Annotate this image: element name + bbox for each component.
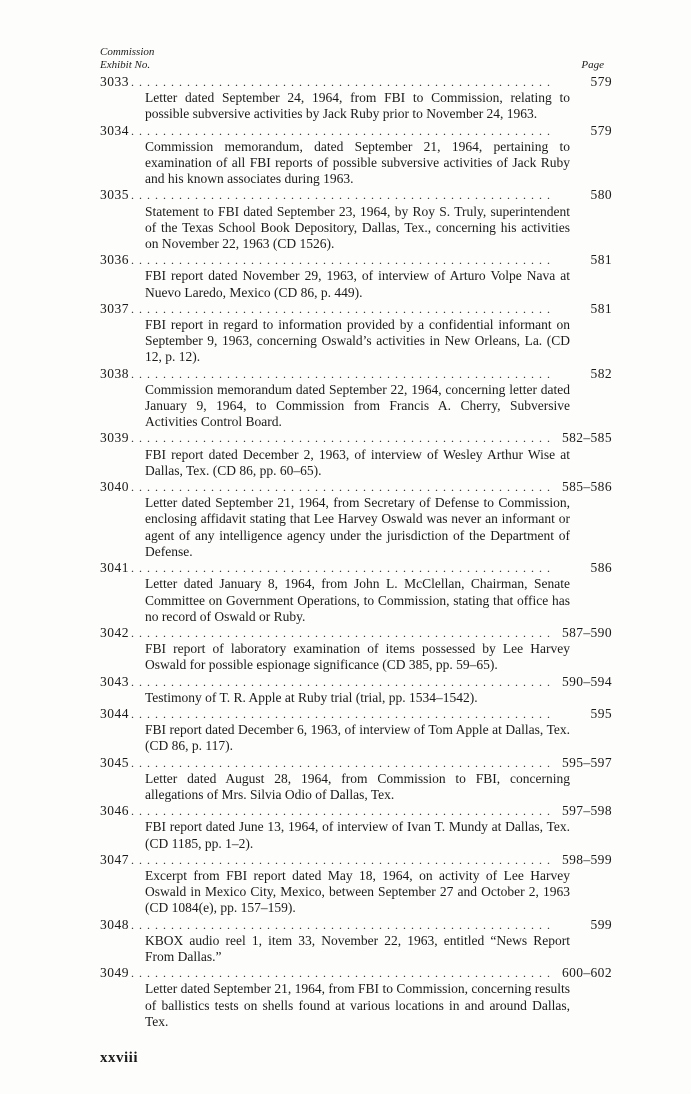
entry-description: Letter dated August 28, 1964, from Commission to FBI, concerning allegations of Mrs. Silvia Odio of Dallas, Tex. xyxy=(145,770,570,802)
exhibit-number-line xyxy=(100,674,612,690)
page-ref: 579 xyxy=(590,122,612,138)
toc-entry xyxy=(100,301,612,366)
exhibit-number-line xyxy=(100,917,612,933)
entry-description: FBI report of laboratory examination of items possessed by Lee Harvey Oswald for possible espionage significance (CD 385, pp. 59–65). xyxy=(145,641,570,673)
page-ref: 582–585 xyxy=(561,430,612,446)
toc-entry xyxy=(100,74,612,123)
exhibit-number: 3046 xyxy=(100,803,129,819)
toc-header xyxy=(100,46,612,71)
page-ref: 597–598 xyxy=(561,803,612,819)
exhibit-number-line xyxy=(100,366,612,382)
page-ref: 581 xyxy=(590,300,612,316)
entry-description: FBI report dated December 6, 1963, of interview of Tom Apple at Dallas, Tex. (CD 86, p. 117). xyxy=(145,722,570,754)
exhibit-number: 3042 xyxy=(100,624,129,640)
entry-description: FBI report dated June 13, 1964, of interview of Ivan T. Mundy at Dallas, Tex. (CD 1185, pp. 1–2). xyxy=(145,819,570,851)
exhibit-number: 3036 xyxy=(100,252,129,268)
dot-leader xyxy=(131,252,552,268)
exhibit-number-line xyxy=(100,706,612,722)
entry-description: KBOX audio reel 1, item 33, November 22, 1963, entitled “News Report From Dallas.” xyxy=(145,932,570,964)
page-ref: 585–586 xyxy=(561,479,612,495)
exhibit-number-line xyxy=(100,301,612,317)
exhibit-number-line xyxy=(100,187,612,203)
exhibit-number-line xyxy=(100,755,612,771)
exhibit-number-line xyxy=(100,560,612,576)
exhibit-number-line xyxy=(100,74,612,90)
page-ref: 580 xyxy=(590,187,612,203)
page-number-footer: xxviii xyxy=(100,1049,139,1066)
toc-entry xyxy=(100,366,612,431)
exhibit-number: 3039 xyxy=(100,430,129,446)
column-header-exhibit xyxy=(100,46,154,71)
page-ref: 587–590 xyxy=(561,624,612,640)
exhibit-number: 3048 xyxy=(100,916,129,932)
page-ref: 579 xyxy=(590,74,612,89)
exhibit-number-line xyxy=(100,479,612,495)
exhibit-number: 3047 xyxy=(100,851,129,867)
page-ref: 582 xyxy=(590,365,612,381)
page-ref: 598–599 xyxy=(561,851,612,867)
exhibit-number: 3043 xyxy=(100,673,129,689)
dot-leader xyxy=(131,123,552,139)
toc-entry xyxy=(100,479,612,560)
entry-description: FBI report dated December 2, 1963, of interview of Wesley Arthur Wise at Dallas, Tex. (CD 86, pp. 60–65). xyxy=(145,446,570,478)
page-ref: 590–594 xyxy=(561,673,612,689)
exhibit-number-line xyxy=(100,625,612,641)
exhibit-number: 3034 xyxy=(100,122,129,138)
toc-entry xyxy=(100,187,612,252)
entry-description: Testimony of T. R. Apple at Ruby trial (trial, pp. 1534–1542). xyxy=(145,689,478,705)
entry-description: Letter dated September 24, 1964, from FBI to Commission, relating to possible subversive activities by Jack Ruby prior to November 24, 1963. xyxy=(145,90,570,122)
entry-description: Letter dated September 21, 1964, from Secretary of Defense to Commission, enclosing affidavit stating that Lee Harvey Oswald was never an informant or agent of any intelligence agency under the jurisdiction of the Department of Defense. xyxy=(145,495,570,559)
exhibit-number-line xyxy=(100,852,612,868)
dot-leader xyxy=(131,674,552,690)
exhibit-number: 3035 xyxy=(100,187,129,203)
dot-leader xyxy=(131,965,552,981)
exhibit-number: 3038 xyxy=(100,365,129,381)
dot-leader xyxy=(131,755,552,771)
toc-entry xyxy=(100,803,612,852)
toc-entry xyxy=(100,965,612,1030)
exhibit-number: 3045 xyxy=(100,754,129,770)
entry-description: Excerpt from FBI report dated May 18, 1964, on activity of Lee Harvey Oswald in Mexico City, Mexico, between September 27 and October 2, 1963 (CD 1084(e), pp. 157–159). xyxy=(145,867,570,916)
dot-leader xyxy=(131,803,552,819)
entry-description: FBI report dated November 29, 1963, of interview of Arturo Volpe Nava at Nuevo Laredo, Mexico (CD 86, p. 449). xyxy=(145,268,570,300)
page-ref: 600–602 xyxy=(561,965,612,981)
column-header-exhibit-line1: Commission xyxy=(100,46,155,58)
toc-entry xyxy=(100,123,612,188)
toc-entry xyxy=(100,560,612,625)
exhibit-number-line xyxy=(100,430,612,446)
entry-description: Commission memorandum dated September 22, 1964, concerning letter dated January 9, 1964, to Commission from Francis A. Cherry, Subversive Activities Control Board. xyxy=(145,381,570,430)
entry-description: FBI report in regard to information provided by a confidential informant on September 9, 1963, concerning Oswald’s activities in New Orleans, La. (CD 12, p. 12). xyxy=(145,317,570,365)
exhibit-number: 3040 xyxy=(100,479,129,495)
exhibit-number-line xyxy=(100,123,612,139)
page-ref: 595 xyxy=(590,705,612,721)
dot-leader xyxy=(131,187,552,203)
dot-leader xyxy=(131,706,552,722)
dot-leader xyxy=(131,430,552,446)
page-ref: 581 xyxy=(590,252,612,268)
dot-leader xyxy=(131,366,552,382)
exhibit-number: 3033 xyxy=(100,74,129,89)
toc-entries xyxy=(100,74,612,1030)
column-header-page: Page xyxy=(581,58,604,71)
entry-description: Statement to FBI dated September 23, 1964, by Roy S. Truly, superintendent of the Texas School Book Depository, Dallas, Tex., concerning his activities on November 22, 1963 (CD 1526). xyxy=(145,203,570,252)
exhibit-number: 3041 xyxy=(100,560,129,576)
exhibit-number-line xyxy=(100,803,612,819)
toc-entry xyxy=(100,706,612,755)
dot-leader xyxy=(131,560,552,576)
entry-description: Letter dated September 21, 1964, from FBI to Commission, concerning results of ballistics tests on shells found at various locations in and around Dallas, Tex. xyxy=(145,981,570,1029)
dot-leader xyxy=(131,625,552,641)
exhibit-number-line xyxy=(100,965,612,981)
page-ref: 599 xyxy=(590,916,612,932)
toc-entry xyxy=(100,430,612,479)
toc-entry xyxy=(100,674,612,706)
dot-leader xyxy=(131,301,552,317)
toc-entry xyxy=(100,852,612,917)
exhibit-number: 3037 xyxy=(100,300,129,316)
entry-description: Commission memorandum, dated September 21, 1964, pertaining to examination of all FBI reports of possible subversive activities of Jack Ruby and his known associates during 1963. xyxy=(145,138,570,187)
exhibit-number: 3044 xyxy=(100,705,129,721)
page-ref: 595–597 xyxy=(561,754,612,770)
dot-leader xyxy=(131,74,552,90)
toc-entry xyxy=(100,917,612,966)
entry-description: Letter dated January 8, 1964, from John L. McClellan, Chairman, Senate Committee on Government Operations, to Commission, stating that office has no record of Oswald or Ruby. xyxy=(145,576,570,624)
exhibit-number-line xyxy=(100,252,612,268)
column-header-exhibit-line2: Exhibit No. xyxy=(100,58,151,71)
dot-leader xyxy=(131,917,552,933)
toc-entry xyxy=(100,252,612,301)
exhibit-number: 3049 xyxy=(100,965,129,981)
page-ref: 586 xyxy=(590,560,612,576)
toc-entry xyxy=(100,755,612,804)
toc-entry xyxy=(100,625,612,674)
dot-leader xyxy=(131,479,552,495)
dot-leader xyxy=(131,852,552,868)
